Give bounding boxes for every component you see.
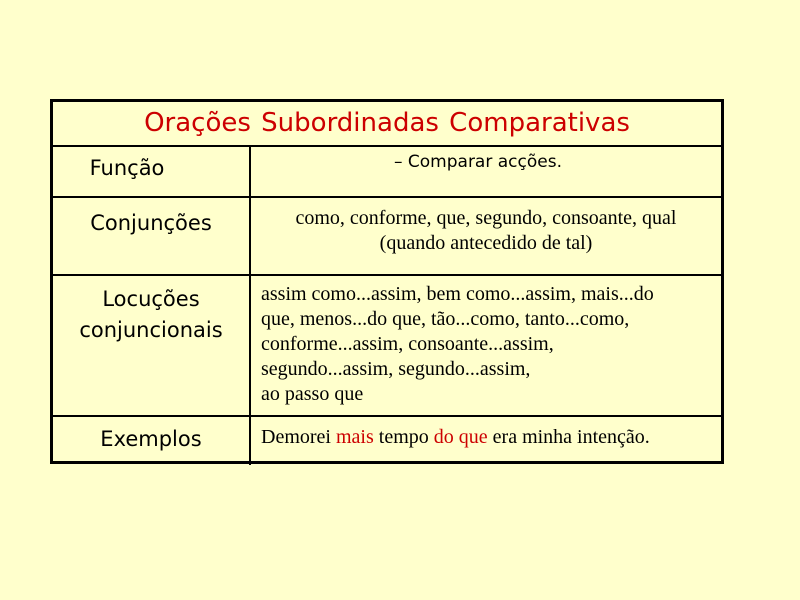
example-highlight-mais: mais [335,426,374,448]
example-text-2: tempo [373,426,434,448]
funcao-value: – Comparar acções. [394,152,562,172]
table-title: Orações Subordinadas Comparativas [53,102,721,147]
locucoes-label-line-2: conjuncionais [79,318,223,342]
row-value-locucoes [261,282,721,407]
row-value-exemplos [261,425,721,450]
row-label-conjuncoes [53,198,249,274]
conjuncoes-line-1: como, conforme, que, segundo, consoante, qual [295,207,677,229]
example-text-1: Demorei [261,426,336,448]
exemplos-label: Exemplos [100,426,202,451]
row-value-conjuncoes [251,206,721,256]
row-label-locucoes [53,276,249,415]
locucoes-line-4: segundo...assim, segundo...assim, [261,358,531,380]
locucoes-line-3: conforme...assim, consoante...assim, [261,333,554,355]
example-highlight-do-que: do que [433,426,488,448]
locucoes-line-2: que, menos...do que, tão...como, tanto...como, [261,308,630,330]
funcao-label: Função [89,156,165,180]
locucoes-line-1: assim como...assim, bem como...assim, mais...do [261,283,654,305]
row-value-funcao [251,145,721,196]
locucoes-line-5: ao passo que [261,383,364,405]
example-text-3: era minha intenção. [487,426,650,448]
comparative-clauses-table [50,99,724,464]
conjuncoes-line-2: (quando antecedido de tal) [379,232,593,254]
locucoes-label-line-1: Locuções [102,287,200,311]
conjuncoes-label: Conjunções [90,210,212,235]
row-label-funcao [53,145,249,196]
row-label-exemplos [53,417,249,465]
